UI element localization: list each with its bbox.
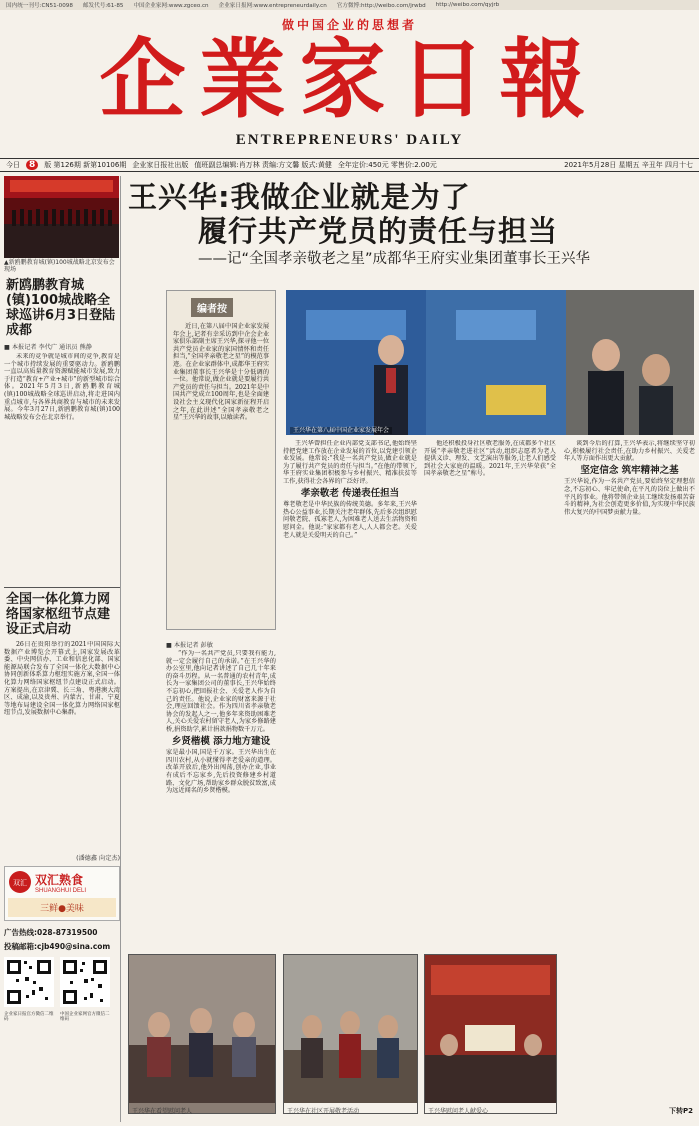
photo-elderly-2: [283, 954, 418, 1114]
topbar-item[interactable]: 官方微博:http://weibo.com/jrwbd: [336, 3, 426, 9]
topbar-item[interactable]: 企业家日报网:www.entrepreneurdaily.cn: [218, 3, 327, 9]
qr-label-1: 企业家日报官方微信二维码: [4, 1012, 54, 1022]
section-heading-3: 坚定信念 筑牢精神之基: [580, 464, 679, 476]
page-number-badge: 8: [26, 160, 38, 170]
banner-photo-icon: [425, 955, 556, 1103]
col1-text: “作为一名共产党员,只要我有能力,就一定会履行自己的承诺。”在王兴华的办公室里,他向记者讲述了自己几十年来的奋斗历程。从一名普通的农村青年,成长为一家集团公司的董事长,王兴华始终不忘初心,把回报社会、关爱老人作为自己的责任。他说,企业家的财富来源于社会,理应回馈社会。作为四川省孝亲敬老协会的发起人之一,他多年来资助困难老人,关心关爱农村留守老人,为家乡修路建桥,捐资助学,累计捐款捐物数千万元。: [166, 650, 276, 733]
continued-link[interactable]: 下转P2: [668, 1107, 693, 1115]
editor-note-text: 近日,在第八届中国企业家发展年会上,记者有幸采访到中企会企业家俱乐部副主席王兴华,探寻他一位共产党员企业家的家国情怀和责任担当,“全国孝亲敬老之星”的模范事迹。在企业家群体中,成都华王府实业集团董事长王兴华是十分低调的一位。他常说,做企业就是要履行共产党员的责任与担当。2021年是中国共产党成立100周年,也是全面建设社会主义现代化国家新征程开启之年,在此讲述“全国孝亲敬老之星”王兴华的故事,以飨读者。: [173, 323, 269, 422]
main-headline-block: [128, 180, 695, 268]
group-photo-icon: [284, 955, 417, 1103]
photo-caption-2: 王兴华在社区开展敬老活动: [287, 1108, 360, 1115]
issue-date: 2021年5月28日 星期五 辛丑年 四月十七: [564, 161, 693, 169]
qr-code-icon: [60, 957, 110, 1007]
qr-block-1: [4, 957, 54, 1023]
topbar-item: 邮发代号:61-85: [82, 3, 124, 9]
article-column-3: [424, 440, 556, 800]
editor-note-box: [166, 290, 276, 630]
col3-text: 他还积极投身社区敬老服务,在成都多个社区开展“孝亲敬老进社区”活动,组织志愿者为老人提供义诊、理发、文艺演出等服务,让老人们感受到社会大家庭的温暖。2021年,王兴华荣获“全国孝亲敬老之星”称号。: [424, 440, 556, 478]
photo-caption-1: 王兴华在看望慰问老人: [132, 1108, 193, 1115]
col4-text: 谈到今后的打算,王兴华表示,将继续坚守初心,积极履行社会责任,在助力乡村振兴、关爱老年人等方面作出更大贡献。: [564, 440, 695, 463]
conference-photo-icon: [4, 176, 119, 258]
award-ceremony-photo-icon: [286, 290, 694, 435]
publisher-text: 企业家日报社出版: [132, 161, 189, 169]
brand-logo-icon: [8, 870, 32, 894]
ad-slogan: 三鲜●美味: [8, 898, 116, 917]
left-article-body-2: 26日在贵阳举行的2021中国国际大数据产业博览会开幕式上,国家发展改革委、中央网信办、工业和信息化部、国家能源局联合发布了全国一体化大数据中心协同创新体系算力枢纽实施方案,全国一体化算力网络国家枢纽节点建设正式启动。方案提出,在京津冀、长三角、粤港澳大湾区、成渝,以及贵州、内蒙古、甘肃、宁夏等地布局建设全国一体化算力网络国家枢纽节点,发展数据中心集群。: [4, 641, 120, 717]
photo-elderly-3: [424, 954, 557, 1114]
main-subheadline: ——记“全国孝亲敬老之星”成都华王府实业集团董事长王兴华: [198, 251, 591, 267]
staff-text: 值班副总编辑:肖万林 责编:方文馨 版式:黄健: [194, 161, 332, 169]
submission-email[interactable]: 投稿邮箱:cjb490@sina.com: [4, 942, 111, 951]
issue-info-bar: [0, 158, 699, 172]
main-article: [128, 270, 695, 1122]
topbar-item: 国内统一刊号:CN51-0098: [6, 3, 73, 9]
qr-label-2: 中国企业家网官方微信二维码: [60, 1012, 110, 1022]
photo-caption-3: 王兴华慰问老人献爱心: [428, 1108, 489, 1115]
ad-brand: 双汇熟食: [35, 872, 84, 887]
left-headline-2[interactable]: 全国一体化算力网络国家枢纽节点建设正式启动: [6, 592, 111, 637]
section-heading-1: 乡贤楷模 添力地方建设: [171, 735, 271, 747]
masthead-slogan: 做中国企业的思想者: [281, 18, 417, 32]
article-column-2: [283, 440, 417, 800]
top-info-strip: [0, 0, 699, 10]
group-photo-icon: [129, 955, 275, 1103]
col2b-text: 尊老敬老是中华民族的传统美德。多年来,王兴华热心公益事业,长期关注老年群体,先后多次组织慰问敬老院、孤寡老人,为困难老人送去生活物资和慰问金。他说:“家家都有老人,人人都会老。关爱老人就是关爱明天的自己。”: [283, 501, 417, 539]
article-column-1: [166, 650, 276, 950]
main-headline-line1[interactable]: 王兴华:我做企业就是为了: [128, 180, 471, 214]
advertisement[interactable]: [4, 866, 120, 921]
left-byline-2: (潘德鑫 向定杰): [76, 855, 120, 862]
left-photo: [4, 176, 119, 258]
left-byline: ■ 本报记者 李代广 通讯员 熊静: [4, 344, 92, 351]
left-column: [4, 176, 121, 1122]
col4b-text: 王兴华说,作为一名共产党员,要始终坚定理想信念,不忘初心、牢记使命,在平凡的岗位上做出不平凡的事业。他将带领企业员工继续发扬艰苦奋斗的精神,为社会创造更多价值,为实现中华民族伟大复兴的中国梦贡献力量。: [564, 478, 695, 516]
topbar-item[interactable]: 中国企业家网:www.zgceo.cn: [133, 3, 209, 9]
article-column-4: [564, 440, 695, 1100]
left-photo-caption: ▲新鸥鹏教育城(镇)100城战略北京发布会现场: [4, 259, 115, 273]
edition-text: 版 第126期 新第10106期: [44, 161, 127, 169]
masthead-english-title: ENTREPRENEURS' DAILY: [235, 132, 464, 148]
col2-text: 王兴华曾担任企业内部党支部书记,他始终坚持把党建工作放在企业发展的首位,以党建引领企业发展。他常说:“我是一名共产党员,做企业就是为了履行共产党员的责任与担当。”在他的带领下,华王府实业集团积极参与乡村振兴、精准扶贫等工作,获得社会各界的广泛好评。: [283, 440, 417, 485]
ad-brand-en: SHUANGHUI DELI: [35, 887, 87, 894]
top-photo-caption: 王兴华在第八届中国企业家发展年会: [290, 427, 392, 434]
ad-phone: 广告热线:028-87319500: [4, 928, 98, 937]
editor-note-label: 编者按: [191, 298, 233, 317]
qr-code-icon: [4, 957, 54, 1007]
left-article-body: 未来的竞争就是城市间的竞争,教育是一个城市持续发展的重要驱动力。新鸥鹏一直以高质量教育资源赋能城市发展,致力于打造“教育+产业+城市”的新型城市综合体。2021年5月3日,新鸥鹏教育城(镇)100城战略全球巡讲启动,将走进国内重点城市,与各界共商教育与城市的未来发展。今年3月27日,新鸥鹏教育城(镇)100城战略发布会在北京举行。: [4, 353, 120, 421]
main-photo-top: [286, 290, 694, 435]
left-headline[interactable]: 新鸥鹏教育城(镇)100城战略全球巡讲6月3日登陆成都: [6, 278, 116, 338]
today-label: 今日: [6, 161, 20, 169]
topbar-item[interactable]: http://weibo.com/qyjrb: [435, 2, 500, 8]
photo-elderly-1: [128, 954, 276, 1114]
col1b-text: 家是最小国,国是千万家。王兴华出生在四川农村,从小就懂得孝老爱亲的道理。改革开放后,他外出闯荡,创办企业,事业有成后不忘家乡,先后投资修建乡村道路、文化广场,帮助家乡群众脱贫致富,成为远近闻名的乡贤楷模。: [166, 749, 276, 795]
price-text: 全年定价:450元 零售价:2.00元: [337, 161, 437, 169]
masthead-title: 企業家日報: [99, 29, 600, 130]
main-byline: ■ 本报记者 彭敏: [166, 642, 213, 649]
svg-text:双汇: 双汇: [13, 879, 27, 887]
section-heading-2: 孝亲敬老 传递表任担当: [300, 487, 400, 499]
qr-block-2: [60, 957, 110, 1023]
masthead: [0, 10, 699, 158]
main-headline-line2[interactable]: 履行共产党员的责任与担当: [198, 214, 559, 248]
